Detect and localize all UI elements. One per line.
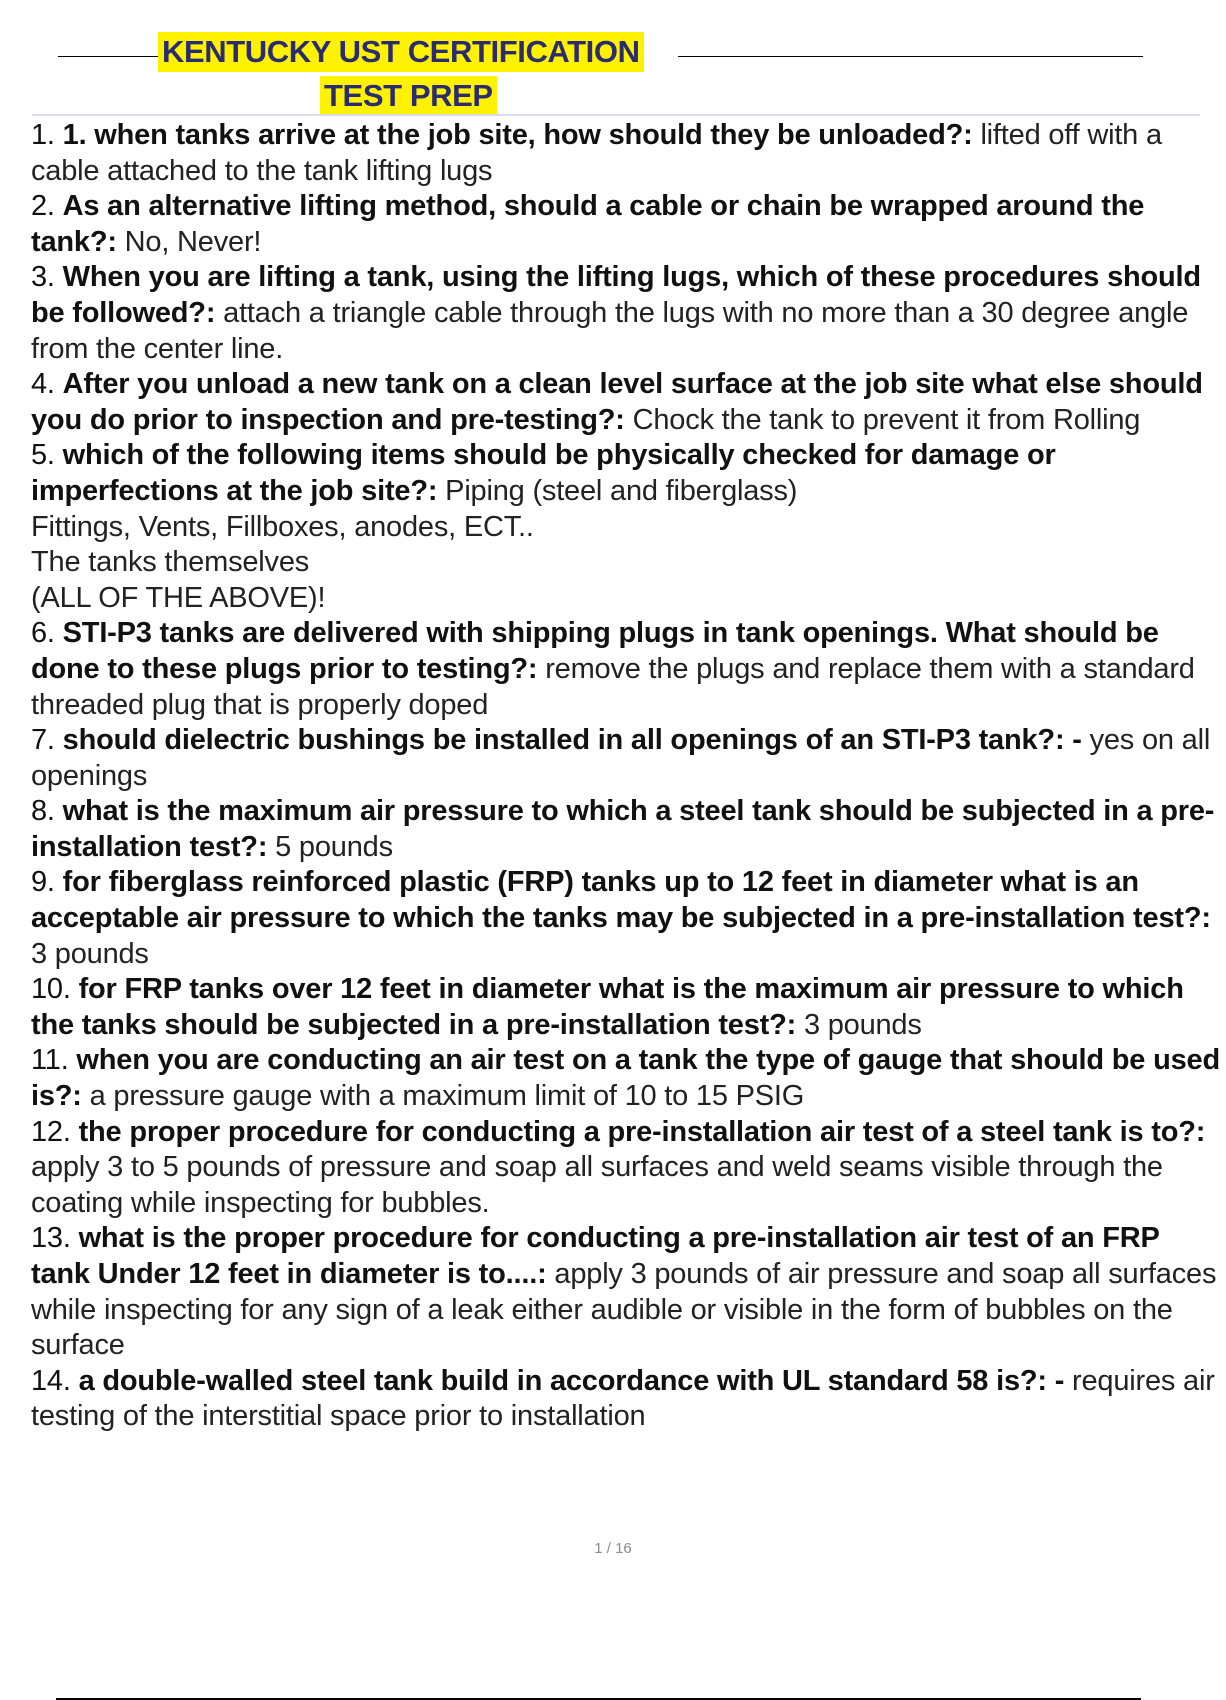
answer-text: requires air testing of the interstitial space prior to installation [31, 1364, 1215, 1433]
question-number: 10. [31, 973, 71, 1006]
question-text: what is the proper procedure for conducting a pre-installation air test of an FRP tank Under 12 feet in diameter is to....: [31, 1222, 1160, 1290]
question-number: 12. [31, 1115, 71, 1148]
qa-item [31, 794, 1221, 865]
question-number: 1. [31, 119, 55, 151]
answer-text: a pressure gauge with a maximum limit of 10 to 15 PSIG [89, 1080, 805, 1113]
answer-text: Chock the tank to prevent it from Rolling [632, 403, 1141, 436]
question-number: 11. [31, 1044, 69, 1077]
qa-item [31, 1364, 1221, 1435]
question-number: 5. [31, 439, 55, 472]
question-number: 6. [31, 617, 55, 650]
answer-line: Fittings, Vents, Fillboxes, anodes, ECT.. [31, 510, 534, 543]
header-separator [32, 114, 1200, 116]
question-number: 13. [31, 1222, 71, 1255]
question-number: 2. [31, 190, 55, 223]
answer-line: The tanks themselves [31, 546, 310, 579]
question-text: what is the maximum air pressure to which a steel tank should be subjected in a pre-installation test?: [31, 795, 1215, 863]
question-list [31, 118, 1221, 1435]
qa-item [31, 367, 1221, 438]
answer-text: 5 pounds [275, 830, 393, 863]
question-text: As an alternative lifting method, should a cable or chain be wrapped around the tank?: [31, 190, 1145, 258]
question-text: when you are conducting an air test on a tank the type of gauge that should be used is?: [31, 1044, 1220, 1113]
question-text: the proper procedure for conducting a pre-installation air test of a steel tank is to?: [78, 1115, 1206, 1148]
qa-item [31, 118, 1221, 189]
question-number: 8. [31, 795, 55, 828]
qa-item [31, 723, 1221, 794]
qa-item [31, 438, 1221, 616]
answer-text: attach a triangle cable through the lugs with no more than a 30 degree angle from the center line. [31, 296, 1189, 365]
qa-item [31, 1043, 1221, 1114]
qa-item [31, 616, 1221, 723]
question-text: After you unload a new tank on a clean level surface at the job site what else should you do prior to inspection and pre-testing?: [31, 368, 1203, 436]
title-line-1: KENTUCKY UST CERTIFICATION [158, 32, 644, 72]
answer-text: apply 3 to 5 pounds of pressure and soap all surfaces and weld seams visible through the coating while inspecting for bubbles. [31, 1151, 1163, 1219]
question-number: 9. [31, 866, 55, 899]
question-text: for FRP tanks over 12 feet in diameter what is the maximum air pressure to which the tanks should be subjected in a pre-installation test?: [31, 973, 1184, 1041]
question-text: for fiberglass reinforced plastic (FRP) tanks up to 12 feet in diameter what is an acceptable air pressure to which the tanks may be subjected in a pre-installation test?: [31, 866, 1211, 935]
question-text: which of the following items should be physically checked for damage or imperfections at the job site?: [31, 439, 1056, 507]
answer-text: 3 pounds [31, 937, 149, 970]
answer-line: (ALL OF THE ABOVE)! [31, 581, 326, 614]
qa-item [31, 1221, 1221, 1363]
question-text: When you are lifting a tank, using the lifting lugs, which of these procedures should be followed?: [31, 261, 1201, 329]
question-text: STI-P3 tanks are delivered with shipping plugs in tank openings. What should be done to these plugs prior to testing?: [31, 617, 1159, 685]
answer-text: No, Never! [124, 225, 262, 258]
title-line-2: TEST PREP [320, 76, 497, 116]
answer-text: remove the plugs and replace them with a standard threaded plug that is properly doped [31, 652, 1195, 721]
answer-text: Piping (steel and fiberglass) [445, 474, 798, 507]
qa-item [31, 189, 1221, 260]
qa-item [31, 865, 1221, 972]
question-number: 7. [31, 724, 55, 757]
answer-text: 3 pounds [803, 1008, 922, 1041]
question-text: a double-walled steel tank build in accordance with UL standard 58 is?: - [78, 1364, 1065, 1397]
answer-text: yes on all openings [31, 724, 1211, 792]
question-text: should dielectric bushings be installed in all openings of an STI-P3 tank?: - [62, 724, 1082, 757]
page-indicator: 1 / 16 [594, 1540, 632, 1557]
page-title [0, 32, 1200, 118]
answer-text: apply 3 pounds of air pressure and soap all surfaces while inspecting for any sign of a leak either audible or visible in the form of bubbles on the surface [31, 1258, 1217, 1362]
qa-item [31, 260, 1221, 367]
qa-item [31, 972, 1221, 1043]
question-number: 14. [31, 1364, 71, 1397]
qa-item [31, 1115, 1221, 1222]
question-number: 4. [31, 368, 55, 401]
question-number: 3. [31, 261, 55, 294]
question-text: 1. when tanks arrive at the job site, how should they be unloaded?: [62, 119, 973, 151]
answer-text: lifted off with a cable attached to the tank lifting lugs [31, 119, 1162, 187]
